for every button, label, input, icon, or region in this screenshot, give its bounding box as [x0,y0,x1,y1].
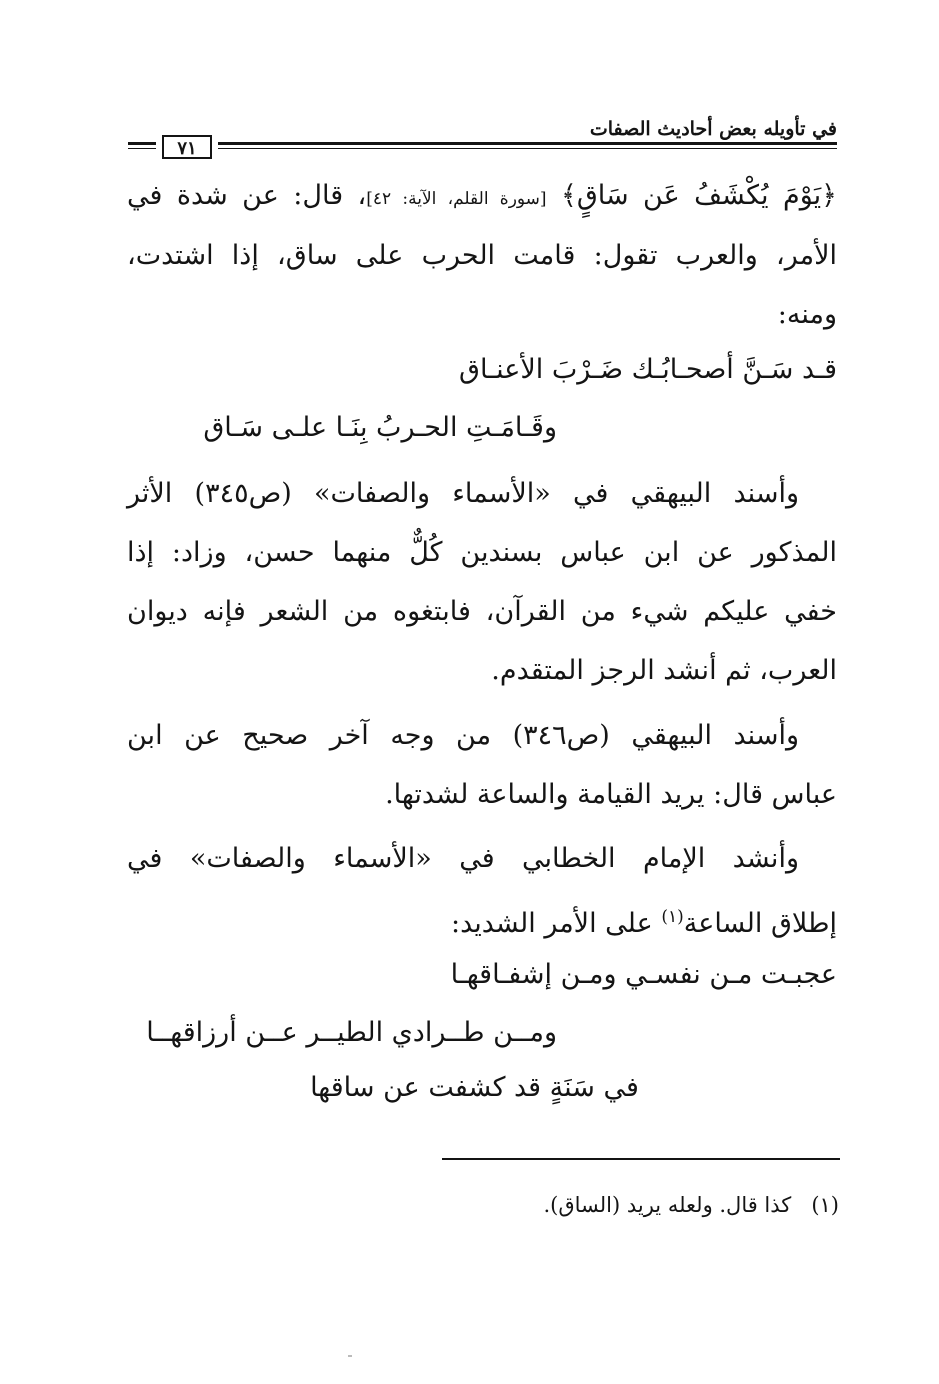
header-rule-left-thick [128,142,156,145]
header-rule-left-thin [128,148,156,149]
text-line: المذكور عن ابن عباس بسندين كُلٌّ منهما حسن، وزاد: إذا [127,537,837,568]
poem-verse: قـد سَـنَّ أصحـابُـك ضَـرْبَ الأعنـاق [459,354,837,385]
footnote-marker: (١) [811,1193,839,1217]
quran-reference: [سورة القلم، الآية: ٤٢] [366,189,547,209]
text-line: خفي عليكم شيء من القرآن، فابتغوه من الشعر فإنه ديوان [127,596,837,627]
footnote-text: كذا قال. ولعله يريد (الساق). [543,1193,792,1217]
header-rule-thin [218,148,837,149]
poem-verse: في سَنَةٍ قد كشفت عن ساقها [310,1072,639,1103]
poem-verse: عجبـت مـن نفسـي ومـن إشفـاقهـا [450,959,837,990]
text-line: عباس قال: يريد القيامة والساعة لشدتها. [385,779,837,810]
footnote [543,1193,839,1217]
quran-verse: ﴿يَوْمَ يُكْشَفُ عَن سَاقٍ﴾ [561,180,837,211]
header-rule-thick [218,142,837,145]
text-line: إطلاق الساعة$^{(١)}$ على الأمر الشديد: [450,907,837,939]
running-title: في تأويله بعض أحاديث الصفات [589,118,837,140]
poem-verse: وقَـامَـتِ الحـربُ بِنَـا علـى سَـاق [203,412,557,443]
page-number: ٧١ [162,135,212,159]
scan-speck [348,1355,352,1357]
footnote-separator [442,1158,840,1160]
footnote-ref: (١) [661,907,684,927]
text-line: وأسند البيهقي (ص٣٤٦) من وجه آخر صحيح عن ابن [127,720,799,751]
text-line: ومنه: [777,299,837,330]
text-line: ﴿يَوْمَ يُكْشَفُ عَن سَاقٍ﴾ [سورة القلم، الآية: ٤٢]، قال: عن شدة في [127,180,837,211]
text-line: وأسند البيهقي في «الأسماء والصفات» (ص٣٤٥) الأثر [127,478,799,509]
text-line: العرب، ثم أنشد الرجز المتقدم. [491,655,837,686]
poem-verse: ومــن طــرادي الطيــر عــن أرزاقهــا [146,1017,557,1048]
text-line: الأمر، والعرب تقول: قامت الحرب على ساق، إذا اشتدت، [127,240,837,271]
text-line: وأنشد الإمام الخطابي في «الأسماء والصفات» في [127,843,799,874]
